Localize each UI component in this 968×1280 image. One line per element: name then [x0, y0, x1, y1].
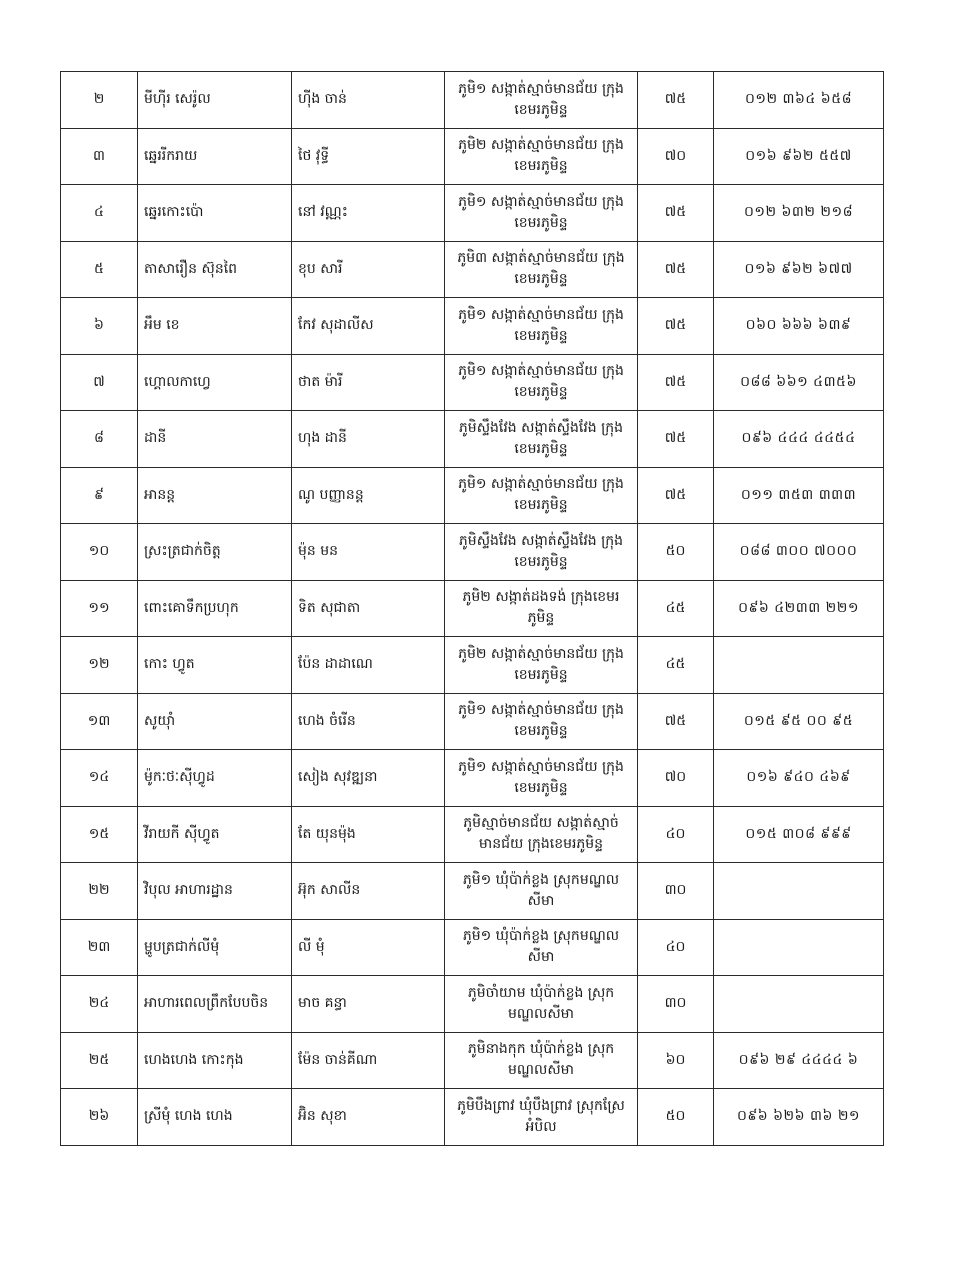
capacity-value-cell: ៧៥ — [638, 298, 714, 355]
owner-name-cell: សៀង សុវឌ្ឍនា — [292, 750, 445, 807]
address-cell: ភូមិ២ សង្កាត់ដងទង់ ក្រុងខេមរភូមិន្ទ — [445, 580, 638, 637]
business-name-cell: ស្រីមុំ ហេង ហេង — [138, 1089, 292, 1146]
row-number-cell: ២៥ — [61, 1032, 138, 1089]
phone-number-cell: ០៨៨ ៦៦១ ៤៣៥៦ — [714, 354, 884, 411]
table-row — [61, 185, 884, 242]
owner-name-cell: លី មុំ — [292, 919, 445, 976]
row-number-cell: ៤ — [61, 185, 138, 242]
business-name-cell: ពោះគោទឹកប្រហុក — [138, 580, 292, 637]
phone-number-cell: ០៦០ ៦៦៦ ៦៣៩ — [714, 298, 884, 355]
business-name-cell: ហេងហេង កោះកុង — [138, 1032, 292, 1089]
business-name-cell: ហ្គោលកាហ្វេ — [138, 354, 292, 411]
owner-name-cell: ម៉ែន ចាន់គីណា — [292, 1032, 445, 1089]
phone-number-cell — [714, 919, 884, 976]
phone-number-cell: ០១៦ ៩៦២ ៥៥៧ — [714, 128, 884, 185]
table-row — [61, 1032, 884, 1089]
owner-name-cell: ខុប សារី — [292, 241, 445, 298]
business-name-cell: ឆ្នេរកោះប៉ោ — [138, 185, 292, 242]
row-number-cell: ១៥ — [61, 806, 138, 863]
business-name-cell: អឹម ខេ — [138, 298, 292, 355]
phone-number-cell — [714, 637, 884, 694]
table-row — [61, 806, 884, 863]
business-name-cell: ឆ្នេររីករាយ — [138, 128, 292, 185]
table-row — [61, 580, 884, 637]
address-cell: ភូមិ១ សង្កាត់ស្មាច់មានជ័យ ក្រុងខេមរភូមិន្ទ — [445, 693, 638, 750]
address-cell: ភូមិស្ទឹងវែង សង្កាត់ស្ទឹងវែង ក្រុងខេមរភូមិន្ទ — [445, 411, 638, 468]
owner-name-cell: ប៉ែន ដាដាណេ — [292, 637, 445, 694]
table-row — [61, 637, 884, 694]
business-name-cell: កោះ ហ្វូត — [138, 637, 292, 694]
address-cell: ភូមិ១ សង្កាត់ស្មាច់មានជ័យ ក្រុងខេមរភូមិន្ទ — [445, 298, 638, 355]
capacity-value-cell: ៧៥ — [638, 72, 714, 129]
table-row — [61, 354, 884, 411]
address-cell: ភូមិ២ សង្កាត់ស្មាច់មានជ័យ ក្រុងខេមរភូមិន្ទ — [445, 128, 638, 185]
table-row — [61, 298, 884, 355]
capacity-value-cell: ៤៥ — [638, 580, 714, 637]
row-number-cell: ៩ — [61, 467, 138, 524]
phone-number-cell: ០៩៦ ៦២៦ ៣៦ ២១ — [714, 1089, 884, 1146]
row-number-cell: ១៤ — [61, 750, 138, 807]
phone-number-cell: ០១២ ៣៦៤ ៦៥៨ — [714, 72, 884, 129]
address-cell: ភូមិ៣ សង្កាត់ស្មាច់មានជ័យ ក្រុងខេមរភូមិន្ទ — [445, 241, 638, 298]
row-number-cell: ២ — [61, 72, 138, 129]
owner-name-cell: ណូ បញ្ញានន្ត — [292, 467, 445, 524]
table-row — [61, 863, 884, 920]
phone-number-cell: ០១២ ៦៣២ ២១៨ — [714, 185, 884, 242]
business-name-cell: ស្រះត្រជាក់ចិត្ត — [138, 524, 292, 581]
owner-name-cell: អ៊ិន សុខា — [292, 1089, 445, 1146]
business-name-cell: ដានី — [138, 411, 292, 468]
table-body — [61, 72, 884, 1146]
business-name-cell: តាសារឿន ស៊ុនពៃ — [138, 241, 292, 298]
owner-name-cell: ថៃ វុទ្ធី — [292, 128, 445, 185]
owner-name-cell: អ៊ុក សាលីន — [292, 863, 445, 920]
address-cell: ភូមិ១ សង្កាត់ស្មាច់មានជ័យ ក្រុងខេមរភូមិន្ទ — [445, 354, 638, 411]
table-row — [61, 467, 884, 524]
address-cell: ភូមិ១ សង្កាត់ស្មាច់មានជ័យ ក្រុងខេមរភូមិន្ទ — [445, 72, 638, 129]
table-row — [61, 128, 884, 185]
table-row — [61, 750, 884, 807]
phone-number-cell: ០១៥ ៩៥ ០០ ៩៥ — [714, 693, 884, 750]
phone-number-cell: ០៩៦ ២៩ ៤៤៤៤ ៦ — [714, 1032, 884, 1089]
business-name-cell: វីរាយកី ស៊ីហ្វូត — [138, 806, 292, 863]
address-cell: ភូមិស្មាច់មានជ័យ សង្កាត់ស្មាច់មានជ័យ ក្រុងខេមរភូមិន្ទ — [445, 806, 638, 863]
row-number-cell: ២៣ — [61, 919, 138, 976]
capacity-value-cell: ៥០ — [638, 524, 714, 581]
phone-number-cell: ០១៦ ៩៦២ ៦៧៧ — [714, 241, 884, 298]
phone-number-cell: ០១៦ ៩៤០ ៤៦៩ — [714, 750, 884, 807]
row-number-cell: ៧ — [61, 354, 138, 411]
owner-name-cell: ហុង ដានី — [292, 411, 445, 468]
business-name-cell: អានន្ត — [138, 467, 292, 524]
capacity-value-cell: ៧៥ — [638, 693, 714, 750]
row-number-cell: ៦ — [61, 298, 138, 355]
capacity-value-cell: ៧៥ — [638, 411, 714, 468]
owner-name-cell: កែវ សុដាលីស — [292, 298, 445, 355]
business-name-cell: ម៉ូកៈថៈស៊ីហ្វូដ — [138, 750, 292, 807]
owner-name-cell: ហេង ចំរើន — [292, 693, 445, 750]
owner-name-cell: តែ យុនម៉ុង — [292, 806, 445, 863]
row-number-cell: ៥ — [61, 241, 138, 298]
business-name-cell: មីហ៊ីរ សេរ៉ូល — [138, 72, 292, 129]
business-name-cell: អាហារពេលព្រឹកបែបចិន — [138, 976, 292, 1033]
capacity-value-cell: ៧៥ — [638, 185, 714, 242]
capacity-value-cell: ៦០ — [638, 1032, 714, 1089]
table-row — [61, 1089, 884, 1146]
address-cell: ភូមិ១ សង្កាត់ស្មាច់មានជ័យ ក្រុងខេមរភូមិន្ទ — [445, 750, 638, 807]
capacity-value-cell: ៧៥ — [638, 241, 714, 298]
table-row — [61, 241, 884, 298]
owner-name-cell: ហ៊ីង ចាន់ — [292, 72, 445, 129]
phone-number-cell — [714, 863, 884, 920]
owner-name-cell: ថាត ម៉ារី — [292, 354, 445, 411]
phone-number-cell: ០៩៦ ៤៤៤ ៤៤៥៤ — [714, 411, 884, 468]
address-cell: ភូមិ១ ឃុំប៉ាក់ខ្លង ស្រុកមណ្ឌលសីមា — [445, 863, 638, 920]
table-row — [61, 976, 884, 1033]
address-cell: ភូមិចាំយាម ឃុំប៉ាក់ខ្លង ស្រុកមណ្ឌលសីមា — [445, 976, 638, 1033]
phone-number-cell — [714, 976, 884, 1033]
capacity-value-cell: ៧៥ — [638, 354, 714, 411]
address-cell: ភូមិបឹងព្រាវ ឃុំបឹងព្រាវ ស្រុកស្រែអំបិល — [445, 1089, 638, 1146]
owner-name-cell: ម៉ុន មន — [292, 524, 445, 581]
table-row — [61, 524, 884, 581]
row-number-cell: ១៣ — [61, 693, 138, 750]
capacity-value-cell: ៣០ — [638, 863, 714, 920]
owner-name-cell: នៅ វណ្ណះ — [292, 185, 445, 242]
phone-number-cell: ០១១ ៣៥៣ ៣៣៣ — [714, 467, 884, 524]
business-name-cell: សូយ៉ាំ — [138, 693, 292, 750]
row-number-cell: ៣ — [61, 128, 138, 185]
business-name-cell: ម្ហូបត្រជាក់លីមុំ — [138, 919, 292, 976]
row-number-cell: ១២ — [61, 637, 138, 694]
address-cell: ភូមិ១ សង្កាត់ស្មាច់មានជ័យ ក្រុងខេមរភូមិន្ទ — [445, 185, 638, 242]
owner-name-cell: ទិត សុជាតា — [292, 580, 445, 637]
capacity-value-cell: ៧០ — [638, 750, 714, 807]
phone-number-cell: ០១៥ ៣០៨ ៩៩៩ — [714, 806, 884, 863]
capacity-value-cell: ៧០ — [638, 128, 714, 185]
capacity-value-cell: ៥០ — [638, 1089, 714, 1146]
row-number-cell: ១០ — [61, 524, 138, 581]
row-number-cell: ២៤ — [61, 976, 138, 1033]
capacity-value-cell: ៧៥ — [638, 467, 714, 524]
owner-name-cell: មាច គន្ធា — [292, 976, 445, 1033]
row-number-cell: ២៦ — [61, 1089, 138, 1146]
phone-number-cell: ០៨៨ ៣០០ ៧០០០ — [714, 524, 884, 581]
table-row — [61, 72, 884, 129]
capacity-value-cell: ៣០ — [638, 976, 714, 1033]
row-number-cell: ២២ — [61, 863, 138, 920]
address-cell: ភូមិនាងកុក ឃុំប៉ាក់ខ្លង ស្រុកមណ្ឌលសីមា — [445, 1032, 638, 1089]
table-row — [61, 693, 884, 750]
capacity-value-cell: ៤០ — [638, 806, 714, 863]
table-row — [61, 919, 884, 976]
phone-number-cell: ០៩៦ ៤២៣៣ ២២១ — [714, 580, 884, 637]
business-list-table — [60, 71, 884, 1146]
row-number-cell: ៨ — [61, 411, 138, 468]
table-row — [61, 411, 884, 468]
row-number-cell: ១១ — [61, 580, 138, 637]
address-cell: ភូមិ១ ឃុំប៉ាក់ខ្លង ស្រុកមណ្ឌលសីមា — [445, 919, 638, 976]
address-cell: ភូមិ២ សង្កាត់ស្មាច់មានជ័យ ក្រុងខេមរភូមិន្ទ — [445, 637, 638, 694]
capacity-value-cell: ៤៥ — [638, 637, 714, 694]
capacity-value-cell: ៤០ — [638, 919, 714, 976]
business-name-cell: វិបុល អាហារដ្ឋាន — [138, 863, 292, 920]
address-cell: ភូមិស្ទឹងវែង សង្កាត់ស្ទឹងវែង ក្រុងខេមរភូមិន្ទ — [445, 524, 638, 581]
address-cell: ភូមិ១ សង្កាត់ស្មាច់មានជ័យ ក្រុងខេមរភូមិន្ទ — [445, 467, 638, 524]
